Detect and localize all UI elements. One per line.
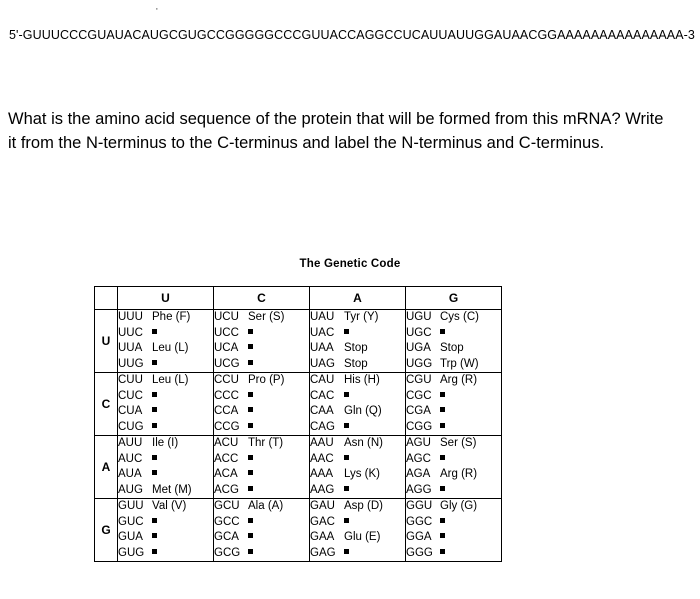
codon-text: GUG: [118, 546, 145, 559]
amino-acid-text: Leu (L): [152, 374, 189, 386]
codon-line: [118, 420, 213, 436]
ditto-mark-icon: [248, 326, 282, 342]
amino-acid-text: Stop: [344, 342, 368, 354]
amino-acid-text: Gly (G): [440, 500, 478, 512]
codon-text: CCG: [214, 420, 240, 433]
codon-text: GUA: [118, 531, 143, 543]
codon-line: [406, 515, 501, 531]
ditto-mark-icon: [344, 420, 378, 436]
codon-line: [118, 389, 213, 405]
codon-line: [406, 310, 501, 326]
codon-text: CUC: [118, 389, 143, 402]
codon-line: [118, 467, 213, 483]
codon-line: [310, 515, 405, 531]
codon-line: [214, 310, 309, 326]
genetic-code-title: The Genetic Code: [299, 258, 401, 270]
codon-line: [118, 483, 213, 499]
codon-line: [214, 357, 309, 373]
column-header-u: U: [118, 287, 214, 310]
table-row: [95, 373, 502, 436]
ditto-mark-icon: [440, 515, 474, 531]
codon-text: UCU: [214, 311, 239, 323]
ditto-mark-icon: [344, 546, 378, 562]
codon-cell-ag: [406, 436, 502, 499]
codon-line: [214, 515, 309, 531]
codon-cell-gc: [214, 499, 310, 562]
codon-text: GUC: [118, 515, 144, 528]
ditto-mark-icon: [440, 546, 474, 562]
codon-line: [310, 341, 405, 357]
ditto-mark-icon: [152, 467, 186, 483]
ditto-mark-icon: [344, 483, 378, 499]
codon-text: CUU: [118, 374, 143, 386]
codon-text: ACC: [214, 452, 239, 465]
codon-line: [310, 310, 405, 326]
codon-text: CAC: [310, 389, 335, 402]
amino-acid-text: Arg (R): [440, 374, 478, 386]
ditto-mark-icon: [248, 467, 282, 483]
ditto-mark-icon: [440, 420, 474, 436]
codon-line: [310, 483, 405, 499]
codon-line: [214, 499, 309, 515]
codon-line: [118, 530, 213, 546]
codon-line: [406, 530, 501, 546]
codon-line: [310, 373, 405, 389]
ditto-mark-icon: [152, 546, 186, 562]
codon-text: GGU: [406, 500, 433, 512]
codon-text: GCG: [214, 546, 241, 559]
codon-text: UAG: [310, 357, 335, 370]
codon-text: UAA: [310, 342, 334, 354]
codon-line: [214, 326, 309, 342]
ditto-mark-icon: [440, 530, 474, 546]
amino-acid-text: Ile (I): [152, 437, 179, 449]
codon-text: CGU: [406, 374, 432, 386]
amino-acid-text: Glu (E): [344, 531, 381, 543]
column-header-g: G: [406, 287, 502, 310]
ditto-mark-icon: [152, 404, 186, 420]
codon-cell-ga: [310, 499, 406, 562]
ditto-mark-icon: [152, 515, 186, 531]
ditto-mark-icon: [248, 546, 282, 562]
codon-line: [310, 357, 405, 373]
codon-cell-ua: [310, 310, 406, 373]
codon-line: [310, 436, 405, 452]
ditto-mark-icon: [248, 357, 282, 373]
amino-acid-text: Val (V): [152, 500, 187, 512]
ditto-mark-icon: [152, 357, 186, 373]
ditto-mark-icon: [344, 515, 378, 531]
question-text: What is the amino acid sequence of the protein that will be formed from this mRNA? Write it from the N-terminus to the C-terminus and label the N-terminus and C-terminus.: [8, 110, 664, 152]
codon-line: [118, 326, 213, 342]
table-corner-cell: [95, 287, 118, 310]
codon-text: AUU: [118, 437, 143, 449]
ditto-mark-icon: [248, 530, 282, 546]
ditto-mark-icon: [248, 389, 282, 405]
row-header-c: C: [95, 373, 118, 436]
codon-line: [406, 404, 501, 420]
amino-acid-text: Asn (N): [344, 437, 383, 449]
codon-line: [214, 341, 309, 357]
amino-acid-text: Phe (F): [152, 311, 191, 323]
amino-acid-text: His (H): [344, 374, 380, 386]
ditto-mark-icon: [152, 452, 186, 468]
codon-line: [406, 389, 501, 405]
ditto-mark-icon: [440, 389, 474, 405]
codon-text: UAU: [310, 311, 335, 323]
codon-text: CCA: [214, 405, 239, 417]
codon-line: [310, 452, 405, 468]
amino-acid-text: Lys (K): [344, 468, 380, 480]
codon-line: [214, 404, 309, 420]
codon-text: AUA: [118, 468, 142, 480]
codon-line: [310, 530, 405, 546]
codon-text: AGG: [406, 483, 432, 496]
ditto-mark-icon: [152, 326, 186, 342]
codon-line: [406, 483, 501, 499]
ditto-mark-icon: [152, 389, 186, 405]
ditto-mark-icon: [440, 404, 474, 420]
codon-text: AAA: [310, 468, 334, 480]
codon-text: CGG: [406, 420, 433, 433]
amino-acid-text: Trp (W): [440, 357, 479, 370]
row-header-u: U: [95, 310, 118, 373]
ditto-mark-icon: [248, 420, 282, 436]
codon-text: UGA: [406, 342, 431, 354]
codon-line: [406, 467, 501, 483]
codon-line: [214, 483, 309, 499]
row-header-g: G: [95, 499, 118, 562]
codon-cell-uu: [118, 310, 214, 373]
codon-line: [406, 546, 501, 562]
ditto-mark-icon: [344, 452, 378, 468]
codon-line: [310, 467, 405, 483]
genetic-code-table-wrap: [94, 286, 498, 562]
codon-text: UUA: [118, 342, 143, 354]
codon-line: [118, 452, 213, 468]
mrna-sequence: 5'-GUUUCCCGUAUACAUGCGUGCCGGGGGCCCGUUACCAGGCCUCAUUAUUGGAUAACGGAAAAAAAAAAAAAAA-3: [9, 28, 695, 42]
codon-text: AUC: [118, 452, 143, 465]
codon-cell-aa: [310, 436, 406, 499]
codon-text: UUG: [118, 357, 144, 370]
codon-text: AGC: [406, 452, 431, 465]
codon-cell-uc: [214, 310, 310, 373]
ditto-mark-icon: [248, 404, 282, 420]
codon-text: AGU: [406, 437, 431, 449]
table-row: [95, 310, 502, 373]
codon-text: CGA: [406, 405, 431, 417]
codon-line: [310, 389, 405, 405]
codon-line: [118, 357, 213, 373]
codon-text: UGC: [406, 326, 432, 339]
codon-line: [118, 499, 213, 515]
ditto-mark-icon: [440, 452, 474, 468]
codon-line: [214, 467, 309, 483]
amino-acid-text: Stop: [440, 342, 464, 354]
codon-text: UGU: [406, 311, 432, 323]
codon-line: [406, 326, 501, 342]
codon-line: [310, 499, 405, 515]
table-row: [95, 436, 502, 499]
codon-text: AGA: [406, 468, 431, 480]
ditto-mark-icon: [248, 483, 282, 499]
codon-text: GGA: [406, 531, 432, 543]
codon-text: GCA: [214, 531, 239, 543]
amino-acid-text: Ala (A): [248, 500, 284, 512]
ditto-mark-icon: [344, 326, 378, 342]
codon-line: [214, 420, 309, 436]
codon-cell-gg: [406, 499, 502, 562]
codon-text: ACA: [214, 468, 238, 480]
codon-text: GCC: [214, 515, 240, 528]
codon-line: [118, 515, 213, 531]
codon-text: UUC: [118, 326, 143, 339]
codon-text: CCC: [214, 389, 239, 402]
codon-text: UCG: [214, 357, 240, 370]
table-header-row: [95, 287, 502, 310]
codon-text: GAC: [310, 515, 335, 528]
codon-text: CGC: [406, 389, 432, 402]
row-header-a: A: [95, 436, 118, 499]
codon-text: CAG: [310, 420, 335, 433]
ditto-mark-icon: [152, 530, 186, 546]
codon-cell-cg: [406, 373, 502, 436]
codon-line: [214, 452, 309, 468]
codon-line: [118, 341, 213, 357]
amino-acid-text: Pro (P): [248, 374, 285, 386]
codon-text: UGG: [406, 357, 433, 370]
codon-text: GCU: [214, 500, 240, 512]
codon-text: GUU: [118, 500, 144, 512]
ditto-mark-icon: [248, 452, 282, 468]
codon-text: UAC: [310, 326, 335, 339]
codon-text: CUA: [118, 405, 143, 417]
codon-text: GAA: [310, 531, 335, 543]
codon-line: [118, 310, 213, 326]
codon-line: [214, 530, 309, 546]
codon-text: ACG: [214, 483, 239, 496]
codon-text: ACU: [214, 437, 239, 449]
amino-acid-text: Cys (C): [440, 311, 479, 323]
amino-acid-text: Stop: [344, 357, 368, 370]
codon-text: GGC: [406, 515, 433, 528]
codon-text: GAG: [310, 546, 336, 559]
codon-line: [214, 373, 309, 389]
codon-line: [214, 389, 309, 405]
codon-cell-au: [118, 436, 214, 499]
codon-text: GGG: [406, 546, 433, 559]
codon-text: AUG: [118, 483, 143, 496]
codon-cell-cc: [214, 373, 310, 436]
codon-text: UUU: [118, 311, 143, 323]
codon-text: AAG: [310, 483, 335, 496]
column-header-a: A: [310, 287, 406, 310]
codon-line: [214, 546, 309, 562]
codon-line: [406, 373, 501, 389]
codon-line: [310, 404, 405, 420]
codon-line: [118, 373, 213, 389]
codon-text: AAU: [310, 437, 334, 449]
ditto-mark-icon: [440, 326, 474, 342]
amino-acid-text: Met (M): [152, 483, 192, 496]
codon-text: CUG: [118, 420, 144, 433]
amino-acid-text: Leu (L): [152, 342, 189, 354]
codon-line: [406, 357, 501, 373]
table-row: [95, 499, 502, 562]
ditto-mark-icon: [248, 341, 282, 357]
amino-acid-text: Ser (S): [440, 437, 477, 449]
ditto-mark-icon: [344, 389, 378, 405]
codon-line: [214, 436, 309, 452]
codon-text: CCU: [214, 374, 239, 386]
ditto-mark-icon: [152, 420, 186, 436]
codon-cell-cu: [118, 373, 214, 436]
ditto-mark-icon: [440, 483, 474, 499]
amino-acid-text: Gln (Q): [344, 405, 382, 417]
codon-line: [310, 546, 405, 562]
codon-cell-ca: [310, 373, 406, 436]
codon-text: UCA: [214, 342, 239, 354]
codon-line: [310, 326, 405, 342]
codon-line: [406, 452, 501, 468]
codon-text: GAU: [310, 500, 335, 512]
amino-acid-text: Asp (D): [344, 500, 383, 512]
codon-cell-ac: [214, 436, 310, 499]
codon-line: [406, 341, 501, 357]
amino-acid-text: Tyr (Y): [344, 311, 379, 323]
codon-line: [310, 420, 405, 436]
column-header-c: C: [214, 287, 310, 310]
codon-line: [118, 546, 213, 562]
amino-acid-text: Arg (R): [440, 468, 478, 480]
ditto-mark-icon: [248, 515, 282, 531]
amino-acid-text: Thr (T): [248, 437, 284, 449]
genetic-code-table: [94, 286, 502, 562]
codon-line: [406, 436, 501, 452]
codon-line: [118, 404, 213, 420]
codon-line: [118, 436, 213, 452]
amino-acid-text: Ser (S): [248, 311, 285, 323]
page-mark: ·: [155, 3, 159, 15]
codon-text: CAU: [310, 374, 335, 386]
codon-cell-gu: [118, 499, 214, 562]
codon-line: [406, 420, 501, 436]
codon-text: CAA: [310, 405, 334, 417]
codon-cell-ug: [406, 310, 502, 373]
codon-line: [406, 499, 501, 515]
codon-text: UCC: [214, 326, 239, 339]
codon-text: AAC: [310, 452, 334, 465]
